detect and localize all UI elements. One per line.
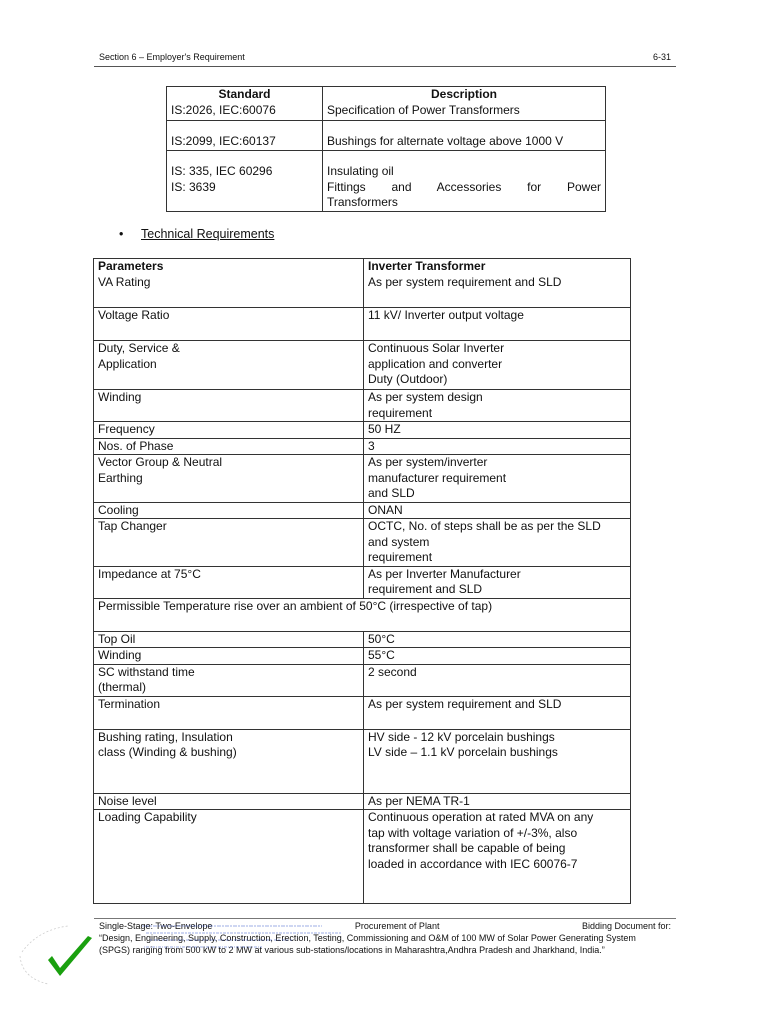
standards-table [166,86,606,212]
table-row [94,502,631,519]
value-cell: 3 [364,438,631,455]
table-row [94,729,631,793]
value-line: Continuous operation at rated MVA on any [368,810,594,824]
standard-description-cont: Transformers [327,195,398,209]
value-cell: 2 second [364,664,631,696]
standard-code: IS:2099, IEC:60137 [167,121,323,151]
footer-project-title: “Design, Engineering, Supply, Construction, Erection, Testing, Commissioning and O&M of 100 MW of Solar Power Generating System [99,933,636,943]
signature-verified-check-icon [18,922,98,986]
table-row [94,259,631,275]
description-cell [323,87,606,121]
standard-description: Insulating oil [327,164,394,178]
param-cell: Cooling [94,502,364,519]
value-line: application and converter [368,356,503,371]
header-page-number: 6-31 [652,52,671,62]
value-cell [364,455,631,503]
standard-code: IS: 3639 [171,179,216,194]
table-row [94,341,631,390]
standard-cell [167,151,323,212]
section-label: Technical Requirements [141,227,275,241]
footer-rule [94,918,676,919]
value-cell: As per system requirement and SLD [364,275,631,308]
value-line: HV side - 12 kV porcelain bushings [368,729,555,744]
value-line: requirement [368,405,433,420]
value-cell [364,519,631,567]
table-row [167,87,606,121]
value-line: As per system design [368,390,483,404]
footer-middle: Procurement of Plant [354,921,440,931]
value-line: requirement and SLD [368,582,483,596]
table-row [94,519,631,567]
footer-project-title-cont: (SPGS) ranging from 500 kW to 2 MW at various sub-stations/locations in Maharashtra,Andhra Pradesh and Jharkhand, India.” [99,945,605,955]
value-cell [364,729,631,793]
value-cell [364,566,631,598]
param-cell: Winding [94,648,364,665]
standard-code: IS: 335, IEC 60296 [171,164,273,178]
param-cell: Top Oil [94,631,364,648]
value-line: manufacturer requirement [368,470,507,485]
param-line: Earthing [98,470,143,485]
param-line: Duty, Service & [98,341,180,355]
value-cell [364,390,631,422]
table-row [94,598,631,631]
column-header-description: Description [430,87,497,101]
table-row [94,390,631,422]
value-cell [364,341,631,390]
column-header-standard: Standard [218,87,271,101]
param-cell: Noise level [94,793,364,810]
param-line: Application [98,356,157,371]
table-row [94,664,631,696]
param-cell: Frequency [94,422,364,439]
param-cell: Tap Changer [94,519,364,567]
bullet-icon: • [119,227,124,241]
standard-description: Fittings and Accessories for Power [327,179,601,194]
description-cell [323,151,606,212]
table-row [94,566,631,598]
param-cell [94,729,364,793]
table-row [94,308,631,341]
standard-cell [167,87,323,121]
temperature-rise-note: Permissible Temperature rise over an ambient of 50°C (irrespective of tap) [94,598,631,631]
param-cell: Termination [94,696,364,729]
technical-requirements-heading [119,227,274,241]
technical-requirements-table [93,258,631,904]
value-line: and system [368,534,430,549]
param-cell: Winding [94,390,364,422]
value-cell: 50 HZ [364,422,631,439]
param-line: SC withstand time [98,664,195,679]
table-row [94,438,631,455]
value-line: As per Inverter Manufacturer [368,566,521,581]
param-cell: Nos. of Phase [94,438,364,455]
table-row [94,275,631,308]
table-row [167,121,606,151]
param-cell: Voltage Ratio [94,308,364,341]
column-header-inverter-transformer: Inverter Transformer [364,259,631,275]
value-cell: 11 kV/ Inverter output voltage [364,308,631,341]
value-cell: 55°C [364,648,631,665]
param-cell [94,664,364,696]
param-line: Bushing rating, Insulation [98,729,233,744]
value-line: requirement [368,550,433,564]
page-header [99,52,671,66]
param-cell: VA Rating [94,275,364,308]
param-cell: Loading Capability [94,810,364,904]
param-line: class (Winding & bushing) [98,745,237,759]
param-cell: Impedance at 75°C [94,566,364,598]
standard-description: Bushings for alternate voltage above 1000 V [323,121,606,151]
value-cell [364,810,631,904]
value-line: Continuous Solar Inverter [368,341,505,355]
table-row [94,810,631,904]
header-section-title: Section 6 – Employer's Requirement [99,52,245,62]
column-header-parameters: Parameters [94,259,364,275]
value-line: tap with voltage variation of +/-3%, also [368,825,578,840]
table-row [94,422,631,439]
value-cell: As per NEMA TR-1 [364,793,631,810]
table-row [167,151,606,212]
param-line: Vector Group & Neutral [98,455,223,469]
table-row [94,455,631,503]
footer-left: Single-Stage: Two-Envelope [99,921,213,931]
table-row [94,696,631,729]
value-line: Duty (Outdoor) [368,372,448,386]
value-line: LV side – 1.1 kV porcelain bushings [368,745,558,759]
header-rule [94,66,676,67]
param-line: (thermal) [98,680,147,694]
value-cell: As per system requirement and SLD [364,696,631,729]
table-row [94,793,631,810]
value-line: OCTC, No. of steps shall be as per the SLD [368,519,601,533]
value-cell: 50°C [364,631,631,648]
value-line: and SLD [368,486,415,500]
footer-right: Bidding Document for: [581,921,671,931]
value-cell: ONAN [364,502,631,519]
digital-signature-stamp [142,922,382,952]
standard-description: Specification of Power Transformers [327,102,520,117]
standard-code: IS:2026, IEC:60076 [171,102,276,117]
value-line: loaded in accordance with IEC 60076-7 [368,856,578,871]
signature-stamp-graphic [142,922,382,952]
table-row [94,648,631,665]
value-line: As per system/inverter [368,455,488,469]
param-cell [94,341,364,390]
table-row [94,631,631,648]
value-line: transformer shall be capable of being [368,841,566,855]
param-cell [94,455,364,503]
